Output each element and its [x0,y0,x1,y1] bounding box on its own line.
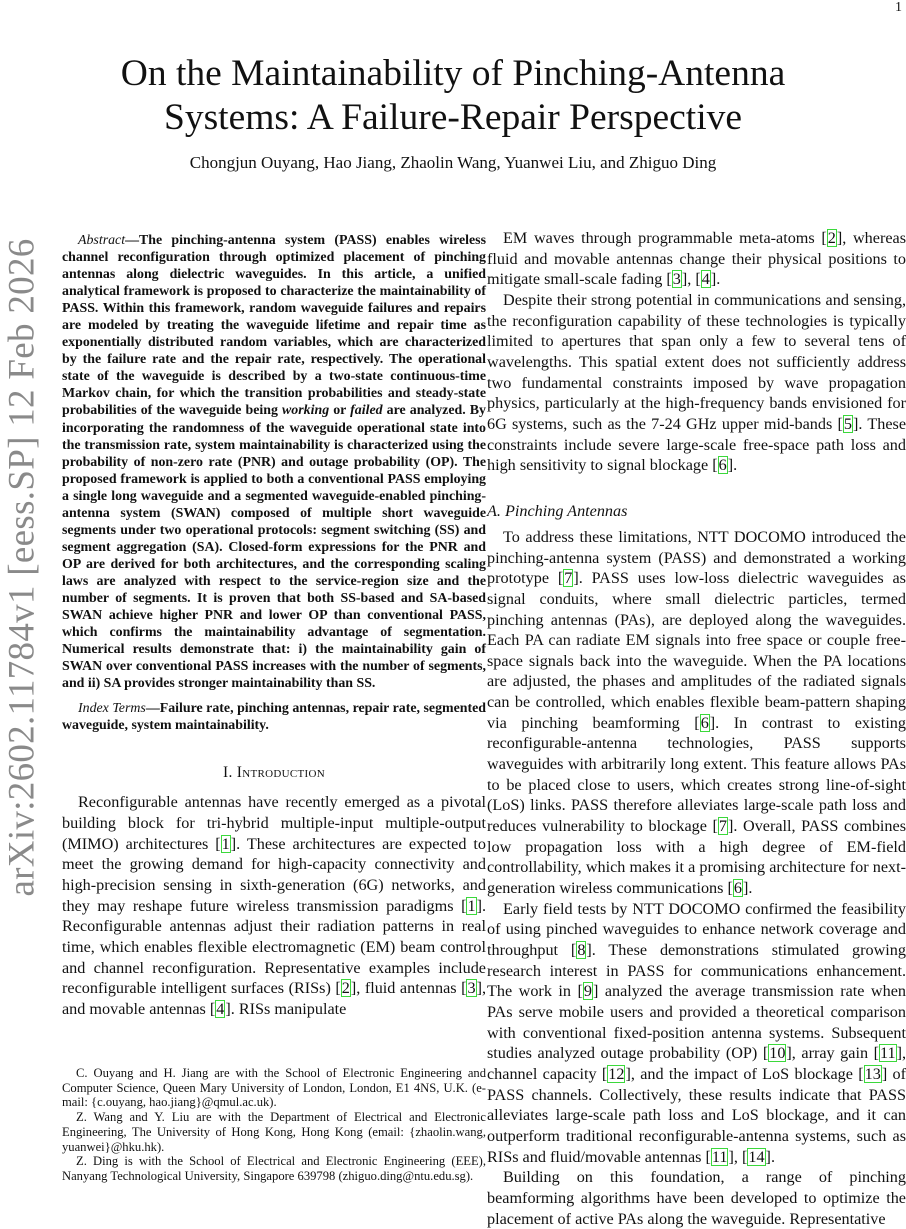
paper-title: On the Maintainability of Pinching-Antenna Systems: A Failure-Repair Perspective [120,53,786,138]
citation-link[interactable]: 10 [769,1044,786,1063]
citation-link[interactable]: 9 [583,982,592,1001]
footnote-affiliation: C. Ouyang and H. Jiang are with the School of Electronic Engineering and Computer Science, Queen Mary University of London, London, E1 4NS, U.K. (e-mail: {c.ouyang, hao.jiang}@qmul.ac.uk). [62,1066,486,1110]
citation-link[interactable]: 4 [701,270,710,289]
abstract-label: Abstract [78,233,126,248]
paragraph: To address these limitations, NTT DOCOMO introduced the pinching-antenna system (PASS) and demonstrated a working prototype [7]. PASS uses low-loss dielectric waveguides as signal conduits, where small dielectric particles, termed pinching antennas (PAs), are deployed along the waveguides. Each PA can radiate EM signals into free space or couple free-space signals back into the waveguide. When the PA locations are adjusted, the phases and amplitudes of the radiated signals can be controlled, which enables flexible beam-pattern shaping via pinching beamforming [6]. In contrast to existing reconfigurable-antenna technologies, PASS supports waveguides with arbitrarily long extent. This feature allows PAs to be placed close to users, which creates strong line-of-sight (LoS) links. PASS therefore alleviates large-scale path loss and reduces vulnerability to blockage [7]. Overall, PASS combines low propagation loss with a high degree of EM-field controllability, which makes it a promising architecture for next-generation wireless communications [6]. [487,527,906,898]
footnote-affiliation: Z. Wang and Y. Liu are with the Department of Electrical and Electronic Engineering, The University of Hong Kong, Hong Kong (email: {zhaolin.wang, yuanwei}@hku.hk). [62,1110,486,1154]
footnote-affiliation: Z. Ding is with the School of Electrical and Electronic Engineering (EEE), Nanyang Technological University, Singapore 639798 (zhiguo.ding@ntu.edu.sg). [62,1154,486,1183]
citation-link[interactable]: 2 [341,979,350,998]
subsection-heading: A. Pinching Antennas [487,501,628,520]
index-terms-text: —Failure rate, pinching antennas, repair rate, segmented waveguide, system maintainability. [62,701,486,734]
citation-link[interactable]: 3 [467,979,476,998]
citation-link[interactable]: 14 [748,1147,765,1166]
section-title: Introduction [236,764,325,782]
citation-link[interactable]: 11 [711,1147,728,1166]
footnotes [62,1066,486,1184]
paragraph: Despite their strong potential in communications and sensing, the reconfiguration capability of these technologies is typically limited to apertures that span only a few to several tens of wavelengths. This spatial extent does not sufficiently address two fundamental constraints imposed by wave propagation physics, particularly at the high-frequency bands envisioned for 6G systems, such as the 7-24 GHz upper mid-bands [5]. These constraints include severe large-scale free-space path loss and high sensitivity to signal blockage [6]. [487,290,906,475]
abstract [62,232,486,692]
right-column [487,228,906,1229]
paragraph: Reconfigurable antennas have recently emerged as a pivotal building block for tri-hybrid multiple-input multiple-output (MIMO) architectures [1]. These architectures are expected to meet the growing demand for high-capacity connectivity and high-precision sensing in sixth-generation (6G) networks, and they may reshape future wireless transmission paradigms [1]. Reconfigurable antennas adjust their radiation patterns in real time, which enables flexible electromagnetic (EM) beam control and channel reconfiguration. Representative examples include reconfigurable intelligent surfaces (RISs) [2], fluid antennas [3], and movable antennas [4]. RISs manipulate [62,793,486,1018]
citation-link[interactable]: 7 [718,817,727,836]
citation-link[interactable]: 11 [879,1044,896,1063]
citation-link[interactable]: 7 [564,569,573,588]
paragraph: EM waves through programmable meta-atoms [2], whereas fluid and movable antennas change their physical positions to mitigate small-scale fading [3], [4]. [487,229,906,289]
citation-link[interactable]: 4 [216,999,225,1018]
emphasis: failed [350,403,383,419]
citation-link[interactable]: 13 [864,1064,881,1083]
left-column [62,232,486,1020]
author-list: Chongjun Ouyang, Hao Jiang, Zhaolin Wang, Yuanwei Liu, and Zhiguo Ding [189,153,717,172]
abstract-body: —The pinching-antenna system (PASS) enables wireless channel reconfiguration through optimized placement of pinching antennas along dielectric waveguides. In this article, a unified analytical framework is proposed to characterize the maintainability of PASS. Within this framework, random waveguide failures and repairs are modeled by treating the waveguide lifetime and repair time as exponentially distributed random variables, which are characterized by the failure rate and the repair rate, respectively. The operational state of the waveguide is described by a two-state continuous-time Markov chain, for which the transition probabilities and steady-state probabilities of the waveguide being working or failed are analyzed. By incorporating the randomness of the waveguide operational state into the transmission rate, system maintainability is characterized using the probability of non-zero rate (PNR) and outage probability (OP). The proposed framework is applied to both a conventional PASS employing a single long waveguide and a segmented waveguide-enabled pinching-antenna system (SWAN) composed of multiple short waveguide segments under two operational protocols: segment switching (SS) and segment aggregation (SA). Closed-form expressions for the PNR and OP are derived for both architectures, and the corresponding scaling laws are analyzed with respect to the service-region size and the number of segments. It is proven that both SS-based and SA-based SWAN achieve higher PNR and lower OP than conventional PASS, which confirms the maintainability advantage of segmentation. Numerical results demonstrate that: i) the maintainability gain of SWAN over conventional PASS increases with the number of segments, and ii) SA provides stronger maintainability than SS. [62,233,487,692]
citation-link[interactable]: 6 [718,456,727,475]
section-heading-introduction [62,764,486,782]
citation-link[interactable]: 3 [672,270,681,289]
citation-link[interactable]: 6 [700,713,709,732]
arxiv-stamp: arXiv:2602.11784v1 [eess.SP] 12 Feb 2026 [1,238,43,897]
right-paragraphs-top [487,228,906,476]
intro-paragraphs [62,792,486,1019]
citation-link[interactable]: 8 [577,941,586,959]
paragraph: Early field tests by NTT DOCOMO confirmed the feasibility of using pinched waveguides to enhance network coverage and throughput [8]. These demonstrations stimulated growing research interest in PASS for communications enhancement. The work in [9] analyzed the average transmission rate when PAs serve mobile users and provided a theoretical comparison with conventional fixed-position antenna systems. Subsequent studies analyzed outage probability (OP) [10], array gain [11], channel capacity [12], and the impact of LoS blockage [13] of PASS channels. Collectively, these results indicate that PASS alleviates large-scale path loss and LoS blockage, and it can outperform traditional reconfigurable-antenna systems, such as RISs and fluid/movable antennas [11], [14]. [487,899,906,1166]
citation-link[interactable]: 1 [221,834,230,853]
citation-link[interactable]: 12 [608,1064,625,1083]
index-terms-label: Index Terms [78,701,146,717]
citation-link[interactable]: 6 [733,879,742,898]
citation-link[interactable]: 2 [827,229,836,247]
section-number: I. [222,764,237,782]
paragraph: Building on this foundation, a range of pinching beamforming algorithms have been developed to optimize the placement of active PAs along the waveguide. Representative [487,1168,906,1228]
emphasis: working [282,403,330,419]
right-paragraphs-bottom [487,527,906,1229]
index-terms [62,700,486,734]
page-number: 1 [895,0,902,15]
citation-link[interactable]: 1 [467,896,476,915]
citation-link[interactable]: 5 [843,414,852,433]
